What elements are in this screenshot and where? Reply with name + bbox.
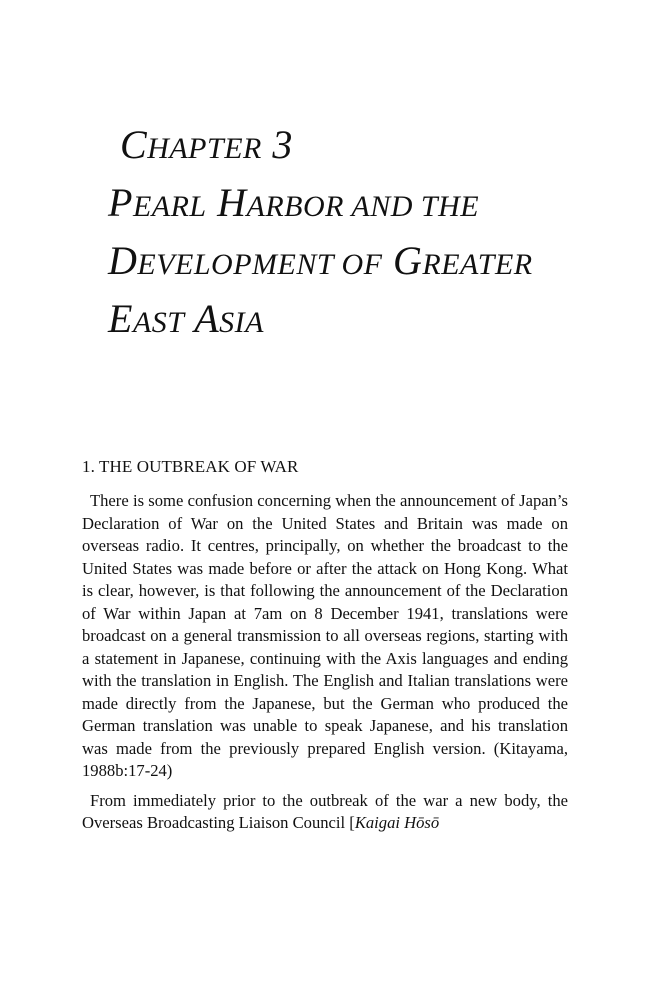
chapter-title-line-3 [108,292,533,350]
heading-letter: E [108,296,133,341]
heading-word: ARBOR [246,190,344,223]
section-title: 1. THE OUTBREAK OF WAR [82,457,299,476]
chapter-title-line-2 [108,234,533,292]
heading-word: AND THE [343,190,480,223]
paragraph-2-italic-term: Kaigai Hōsō [354,813,440,832]
paragraph-2-text: From immediately prior to the outbreak of the war a new body, the Overseas Broadcasting Liaison Council [ [82,790,568,832]
heading-word: HAPTER [147,132,262,165]
heading-letter: C [120,122,148,167]
body-text [82,490,568,842]
heading-word: REATER [422,248,533,281]
heading-letter: G [382,238,423,283]
heading-word: SIA [219,306,264,339]
heading-letter: A [184,296,220,341]
heading-letter: H [206,180,247,225]
heading-letter: P [108,180,133,225]
chapter-heading [108,118,533,350]
chapter-title-line-1 [108,176,533,234]
paragraph-1: There is some confusion concerning when the announcement of Japan’s Declaration of War on the United States and Britain was made on overseas radio. It centres, principally, on whether the broadcast to the United States was made before or after the attack on Hong Kong. What is clear, however, is that following the announcement of the Declaration of War within Japan at 7am on 8 December 1941, translations were broadcast on a general transmission to all overseas regions, starting with a statement in Japanese, continuing with the Axis languages and ending with the translation in English. The English and Italian translations were made directly from the Japanese, but the German who produced the German translation was unable to speak Japanese, and his translation was made from the previously prepared English version. (Kitayama, 1988b:17-24) [82,491,568,780]
heading-word: EARL [132,190,207,223]
heading-word: AST [132,306,185,339]
heading-word: OF [333,248,383,281]
paragraph-2 [82,790,568,835]
chapter-number-line [108,118,533,176]
chapter-number: 3 [261,122,293,167]
heading-letter: D [108,238,138,283]
heading-word: EVELOPMENT [137,248,334,281]
